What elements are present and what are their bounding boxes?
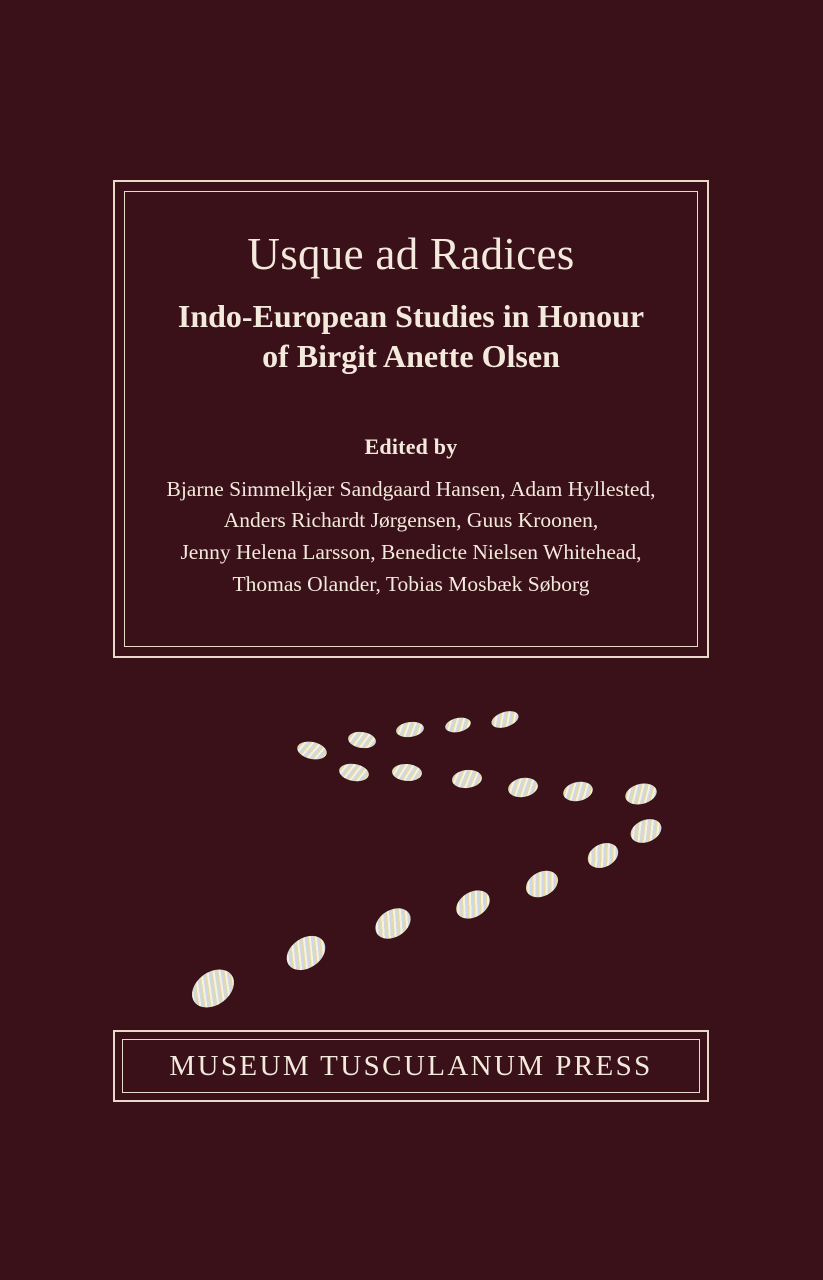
seed-shape [280,929,332,977]
publisher-frame-inner-border [122,1039,700,1093]
seed-shape [584,838,623,873]
seed-shape [623,780,659,807]
seed-grain-illustration [0,660,823,1030]
seed-shape [185,962,242,1016]
publisher-frame [113,1030,709,1102]
seed-shape [451,768,483,789]
seed-shape [338,762,370,784]
edited-by-label: Edited by [364,433,458,459]
editors-list [141,474,681,601]
seed-shape [395,720,425,739]
subtitle [141,296,681,376]
seed-shape [347,730,377,750]
title-frame [113,180,709,658]
page-title: Usque ad Radices [247,229,575,279]
editor-line: Anders Richardt Jørgensen, Guus Kroonen, [223,508,599,533]
seed-shape [451,885,495,925]
editor-line: Bjarne Simmelkjær Sandgaard Hansen, Adam Hyllested, [166,476,656,501]
seed-shape [489,708,520,731]
subtitle-line-2: of Birgit Anette Olsen [262,337,560,374]
seed-shape [521,865,562,902]
seed-shape [370,902,417,945]
seed-shape [391,763,422,782]
publisher-name: MUSEUM TUSCULANUM PRESS [169,1049,653,1082]
seed-shape [296,739,329,762]
seed-shape [507,776,540,800]
seed-shape [627,815,665,847]
title-block [115,230,707,601]
editor-line: Jenny Helena Larsson, Benedicte Nielsen Whitehead, [180,540,642,565]
editor-line: Thomas Olander, Tobias Mosbæk Søborg [232,571,590,596]
seed-shape [444,715,472,734]
seed-shape [561,779,594,804]
subtitle-line-1: Indo-European Studies in Honour [177,297,645,334]
